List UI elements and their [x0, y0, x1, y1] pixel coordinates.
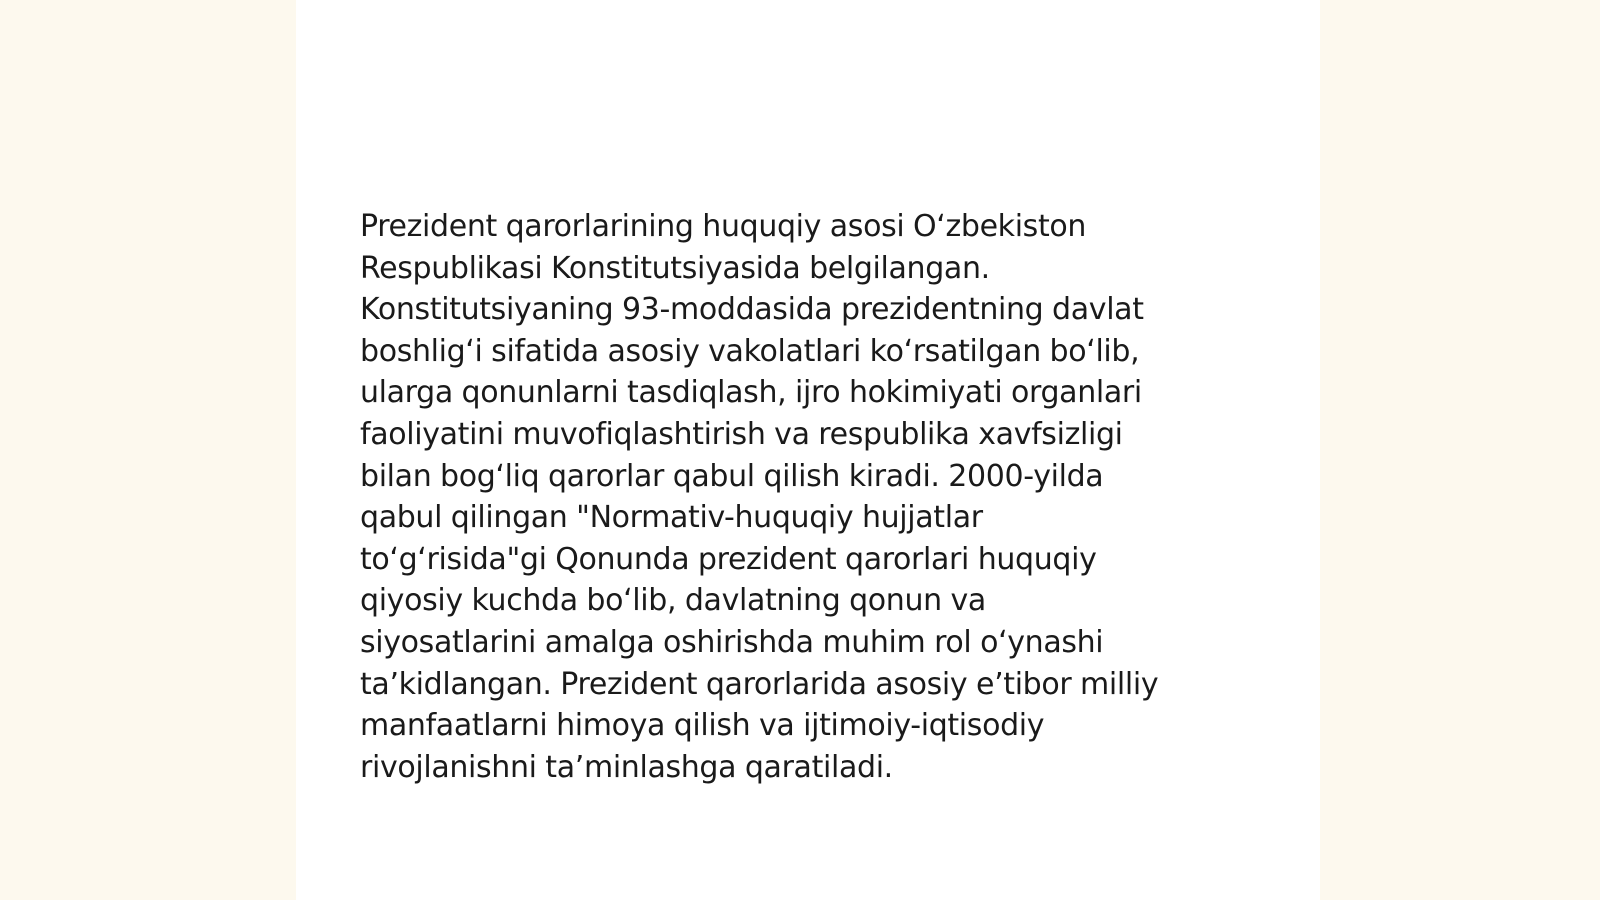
paragraph-line: rivojlanishni ta’minlashga qaratiladi.: [360, 749, 893, 785]
paragraph-line: to‘g‘risida"gi Qonunda prezident qarorlari huquqiy: [360, 541, 1097, 577]
paragraph-line: ularga qonunlarni tasdiqlash, ijro hokimiyati organlari: [360, 375, 1142, 411]
paragraph-line: qiyosiy kuchda bo‘lib, davlatning qonun va: [360, 583, 986, 619]
paragraph-line: bilan bog‘liq qarorlar qabul qilish kiradi. 2000-yilda: [360, 458, 1104, 494]
paragraph-line: manfaatlarni himoya qilish va ijtimoiy-iqtisodiy: [360, 708, 1045, 744]
paragraph-line: qabul qilingan "Normativ-huquqiy hujjatlar: [360, 500, 983, 536]
document-page: [296, 0, 1320, 900]
paragraph-line: Konstitutsiyaning 93-moddasida prezidentning davlat: [360, 292, 1144, 328]
paragraph-line: ta’kidlangan. Prezident qarorlarida asosiy e’tibor milliy: [360, 666, 1159, 702]
paragraph-line: boshlig‘i sifatida asosiy vakolatlari ko‘rsatilgan bo‘lib,: [360, 333, 1140, 369]
body-paragraph: [360, 206, 1260, 788]
paragraph-line: siyosatlarini amalga oshirishda muhim rol o‘ynashi: [360, 624, 1104, 660]
paragraph-line: Respublikasi Konstitutsiyasida belgilangan.: [360, 250, 990, 286]
paragraph-line: Prezident qarorlarining huquqiy asosi O‘zbekiston: [360, 209, 1087, 244]
paragraph-line: faoliyatini muvofiqlashtirish va respublika xavfsizligi: [360, 416, 1123, 452]
